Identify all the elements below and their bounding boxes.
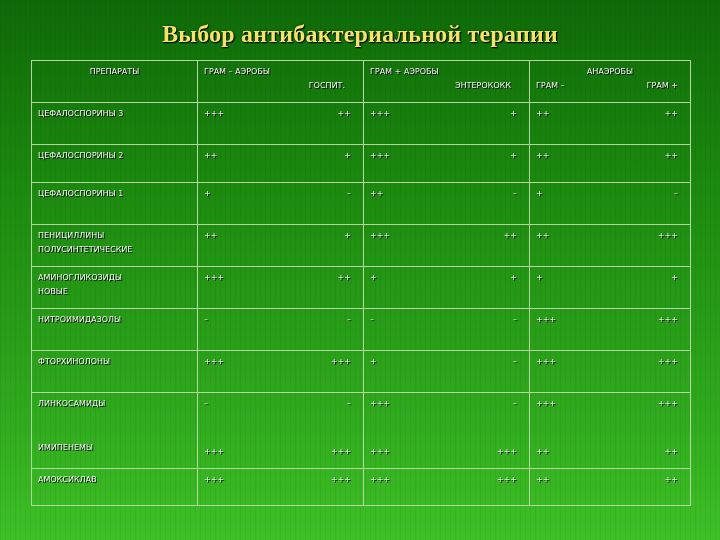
row-drug-subname: НОВЫЕ: [38, 287, 68, 296]
cell-value: +++: [204, 273, 225, 282]
cell-value: +: [344, 151, 351, 160]
row-drug-name: АМОКСИКЛАВ: [38, 475, 97, 484]
cell-value: +: [671, 273, 678, 282]
cell-value: –: [347, 315, 351, 324]
row-drug-name: ЛИНКОСАМИДЫ: [38, 399, 106, 408]
header-gram-neg-aerobes-label: ГРАМ – АЭРОБЫ: [204, 67, 270, 76]
row-drug-name-second: ИМИПЕНЕМЫ: [38, 443, 93, 452]
cell-value: +++: [204, 357, 225, 366]
cell-value: +: [510, 273, 517, 282]
table-row: [32, 183, 691, 225]
cell-value: +: [510, 151, 517, 160]
cell-value: ++: [536, 447, 550, 456]
cell-value: +++: [330, 475, 351, 484]
cell-value: +: [204, 189, 211, 198]
cell-value: +++: [536, 399, 557, 408]
cell-value: +++: [496, 447, 517, 456]
table-row: [32, 309, 691, 351]
cell-value: –: [513, 357, 517, 366]
cell-value: +++: [657, 399, 678, 408]
row-drug-name: АМИНОГЛИКОЗИДЫ: [38, 273, 122, 282]
cell-value: +++: [370, 231, 391, 240]
table-header-row: [32, 61, 691, 103]
cell-value: –: [347, 189, 351, 198]
cell-value: +++: [370, 475, 391, 484]
cell-value: +++: [370, 399, 391, 408]
cell-value: ++: [337, 273, 351, 282]
cell-value: –: [674, 189, 678, 198]
table-row: [32, 145, 691, 183]
header-drugs: [32, 61, 198, 103]
antibacterial-therapy-table: [31, 60, 691, 506]
table-row: [32, 267, 691, 309]
cell-value: ++: [664, 447, 678, 456]
header-gram-pos-aerobes: [364, 61, 530, 103]
cell-value: ++: [204, 231, 218, 240]
header-anaerobes-label: АНАЭРОБЫ: [586, 67, 634, 76]
cell-value: +++: [204, 475, 225, 484]
cell-value: +: [370, 273, 377, 282]
cell-value: ++: [370, 189, 384, 198]
cell-value: +: [344, 231, 351, 240]
cell-value: +++: [370, 151, 391, 160]
cell-value: ++: [536, 475, 550, 484]
cell-value: ++: [536, 151, 550, 160]
table-row: [32, 103, 691, 145]
table-row: [32, 393, 691, 469]
cell-value: ++: [536, 109, 550, 118]
cell-value: +++: [370, 109, 391, 118]
cell-value: +++: [657, 357, 678, 366]
cell-value: –: [513, 399, 517, 408]
cell-value: ++: [204, 151, 218, 160]
cell-value: ++: [664, 151, 678, 160]
cell-value: ++: [664, 109, 678, 118]
cell-value: +++: [204, 447, 225, 456]
header-anaerobes-gram-pos: ГРАМ +: [646, 81, 678, 90]
cell-value: –: [513, 315, 517, 324]
cell-value: ++: [664, 475, 678, 484]
cell-value: ++: [503, 231, 517, 240]
cell-value: +++: [204, 109, 225, 118]
cell-value: +++: [657, 315, 678, 324]
header-gram-neg-aerobes: [198, 61, 364, 103]
row-drug-name: ЦЕФАЛОСПОРИНЫ 1: [38, 189, 124, 198]
header-gram-pos-aerobes-sub: ЭНТЕРОКОКК: [455, 81, 511, 90]
cell-value: –: [204, 315, 208, 324]
row-drug-name: ПЕНИЦИЛЛИНЫ: [38, 231, 105, 240]
row-drug-subname: ПОЛУСИНТЕТИЧЕСКИЕ: [38, 245, 133, 254]
row-drug-name: ЦЕФАЛОСПОРИНЫ 2: [38, 151, 124, 160]
cell-value: +++: [536, 357, 557, 366]
header-gram-pos-aerobes-label: ГРАМ + АЭРОБЫ: [370, 67, 439, 76]
row-drug-name: ЦЕФАЛОСПОРИНЫ 3: [38, 109, 124, 118]
cell-value: +++: [330, 357, 351, 366]
header-gram-neg-aerobes-sub: ГОСПИТ.: [308, 81, 345, 90]
header-anaerobes-gram-neg: ГРАМ –: [536, 81, 565, 90]
cell-value: –: [347, 399, 351, 408]
cell-value: –: [370, 315, 374, 324]
cell-value: +++: [657, 231, 678, 240]
cell-value: +: [370, 357, 377, 366]
cell-value: ++: [337, 109, 351, 118]
cell-value: +++: [330, 447, 351, 456]
table-row: [32, 225, 691, 267]
page-title: Выбор антибактериальной терапии: [162, 22, 558, 48]
table-row: [32, 351, 691, 393]
header-drugs-label: ПРЕПАРАТЫ: [89, 67, 140, 76]
table-row: [32, 469, 691, 506]
cell-value: ++: [536, 231, 550, 240]
cell-value: –: [513, 189, 517, 198]
header-anaerobes: [530, 61, 691, 103]
cell-value: +++: [370, 447, 391, 456]
row-drug-name: НИТРОИМИДАЗОЛЫ: [38, 315, 122, 324]
cell-value: –: [204, 399, 208, 408]
cell-value: +++: [536, 315, 557, 324]
row-drug-name: ФТОРХИНОЛОНЫ: [38, 357, 111, 366]
cell-value: +: [536, 189, 543, 198]
cell-value: +++: [496, 475, 517, 484]
cell-value: +: [536, 273, 543, 282]
cell-value: +: [510, 109, 517, 118]
